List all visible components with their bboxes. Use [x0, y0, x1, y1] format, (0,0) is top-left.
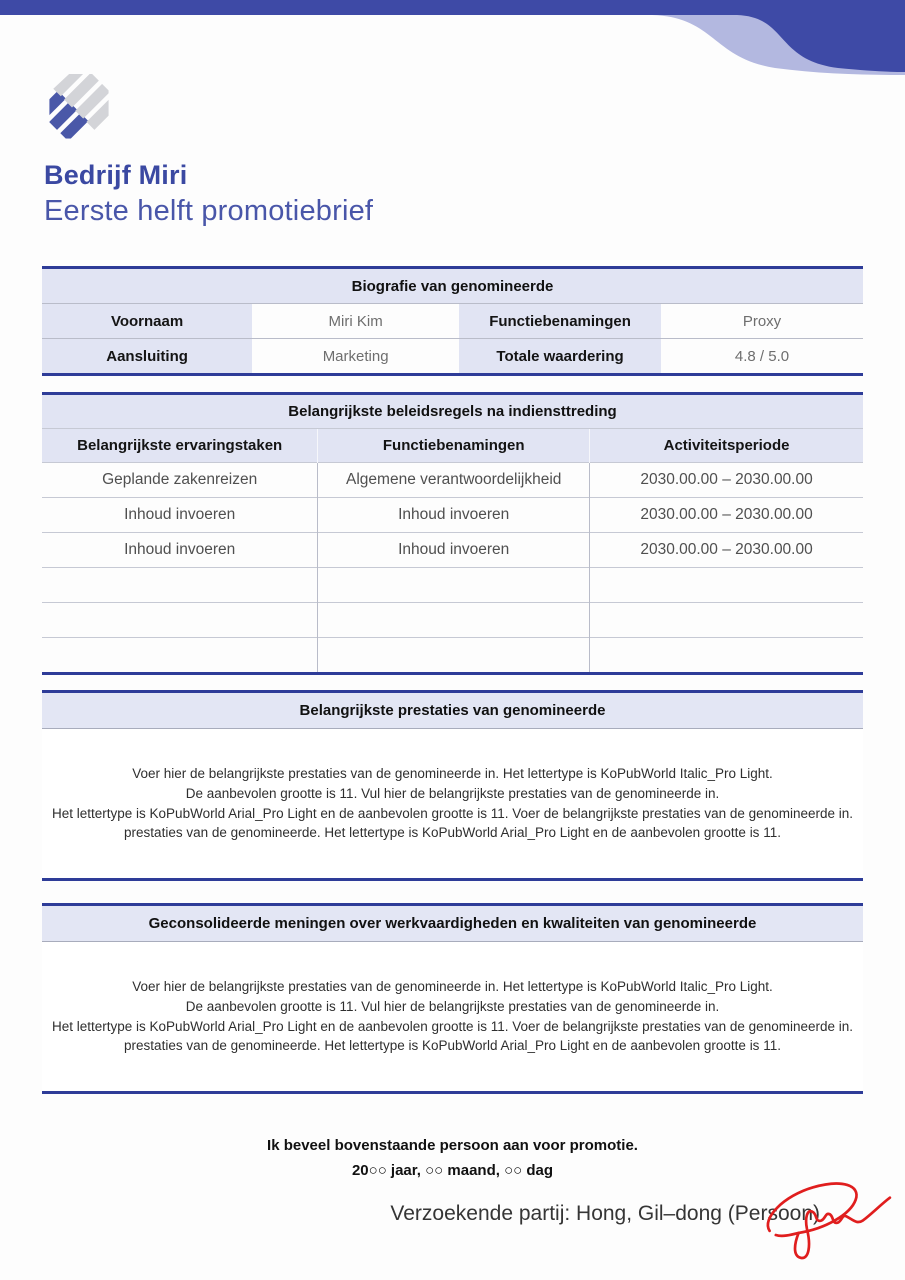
table-row — [42, 533, 863, 568]
placeholder-line: De aanbevolen grootte is 11. Vul hier de belangrijkste prestaties van de genomineerde in. — [185, 998, 720, 1014]
field-value: Proxy — [661, 304, 863, 339]
placeholder-line: Voer hier de belangrijkste prestaties van de genomineerde in. Het lettertype is KoPubWorld Italic_Pro Light. — [132, 979, 773, 995]
field-label: Voornaam — [42, 304, 252, 339]
biography-table — [42, 266, 863, 376]
achievements-section — [42, 690, 863, 881]
period-cell: 2030.00.00 – 2030.00.00 — [590, 533, 863, 568]
policy-title-row — [42, 394, 863, 429]
column-header: Belangrijkste ervaringstaken — [42, 429, 318, 463]
placeholder-line: prestaties van de genomineerde. Het lettertype is KoPubWorld Arial_Pro Light en de aanbevolen grootte is 11. — [124, 825, 781, 841]
role-cell: Inhoud invoeren — [318, 533, 590, 568]
table-row — [42, 304, 863, 339]
policy-table-title: Belangrijkste beleidsregels na indiensttreding — [42, 394, 863, 429]
task-cell — [42, 638, 318, 674]
placeholder-line: De aanbevolen grootte is 11. Vul hier de belangrijkste prestaties van de genomineerde in. — [185, 785, 720, 801]
task-cell — [42, 603, 318, 638]
opinions-section-title: Geconsolideerde meningen over werkvaardigheden en kwaliteiten van genomineerde — [42, 906, 863, 942]
field-label: Functiebenamingen — [459, 304, 661, 339]
period-cell — [590, 638, 863, 674]
role-cell: Algemene verantwoordelijkheid — [318, 463, 590, 498]
role-cell — [318, 603, 590, 638]
period-cell: 2030.00.00 – 2030.00.00 — [590, 463, 863, 498]
top-wave-decoration — [0, 0, 905, 80]
field-value: 4.8 / 5.0 — [661, 339, 863, 375]
signature-scribble — [753, 1176, 893, 1266]
period-cell — [590, 603, 863, 638]
column-header: Functiebenamingen — [318, 429, 590, 463]
achievements-section-title: Belangrijkste prestaties van genomineerde — [42, 693, 863, 729]
achievements-placeholder-text — [42, 729, 863, 878]
placeholder-line: Het lettertype is KoPubWorld Arial_Pro Light en de aanbevolen grootte is 11. Voer de belangrijkste prestaties van de genomineerde in. — [52, 1018, 853, 1034]
company-name: Bedrijf Miri — [44, 160, 188, 190]
task-cell: Inhoud invoeren — [42, 498, 318, 533]
table-row-empty — [42, 568, 863, 603]
placeholder-line: Het lettertype is KoPubWorld Arial_Pro Light en de aanbevolen grootte is 11. Voer de belangrijkste prestaties van de genomineerde in. — [52, 805, 853, 821]
column-header: Activiteitsperiode — [590, 429, 863, 463]
biography-title-row — [42, 268, 863, 304]
field-label: Totale waardering — [459, 339, 661, 375]
recommendation-statement: Ik beveel bovenstaande persoon aan voor promotie. — [267, 1137, 638, 1154]
opinions-placeholder-text — [42, 942, 863, 1091]
period-cell — [590, 568, 863, 603]
title-block — [44, 160, 644, 228]
biography-table-title: Biografie van genomineerde — [42, 268, 863, 304]
table-row-empty — [42, 603, 863, 638]
placeholder-line: Voer hier de belangrijkste prestaties van de genomineerde in. Het lettertype is KoPubWorld Italic_Pro Light. — [132, 766, 773, 782]
table-row-empty — [42, 638, 863, 674]
field-value: Marketing — [252, 339, 459, 375]
policy-header-row — [42, 429, 863, 463]
date-line: 20○○ jaar, ○○ maand, ○○ dag — [351, 1162, 554, 1179]
task-cell — [42, 568, 318, 603]
document-title: Eerste helft promotiebrief — [44, 195, 374, 227]
table-row — [42, 339, 863, 375]
role-cell — [318, 568, 590, 603]
role-cell: Inhoud invoeren — [318, 498, 590, 533]
role-cell — [318, 638, 590, 674]
task-cell: Geplande zakenreizen — [42, 463, 318, 498]
company-logo-icon — [44, 74, 114, 140]
task-cell: Inhoud invoeren — [42, 533, 318, 568]
requesting-party-line: Verzoekende partij: Hong, Gil–dong (Persoon) — [390, 1202, 820, 1225]
policy-table — [42, 392, 863, 675]
table-row — [42, 498, 863, 533]
period-cell: 2030.00.00 – 2030.00.00 — [590, 498, 863, 533]
field-label: Aansluiting — [42, 339, 252, 375]
opinions-section — [42, 903, 863, 1094]
table-row — [42, 463, 863, 498]
field-value: Miri Kim — [252, 304, 459, 339]
placeholder-line: prestaties van de genomineerde. Het lettertype is KoPubWorld Arial_Pro Light en de aanbevolen grootte is 11. — [124, 1038, 781, 1054]
